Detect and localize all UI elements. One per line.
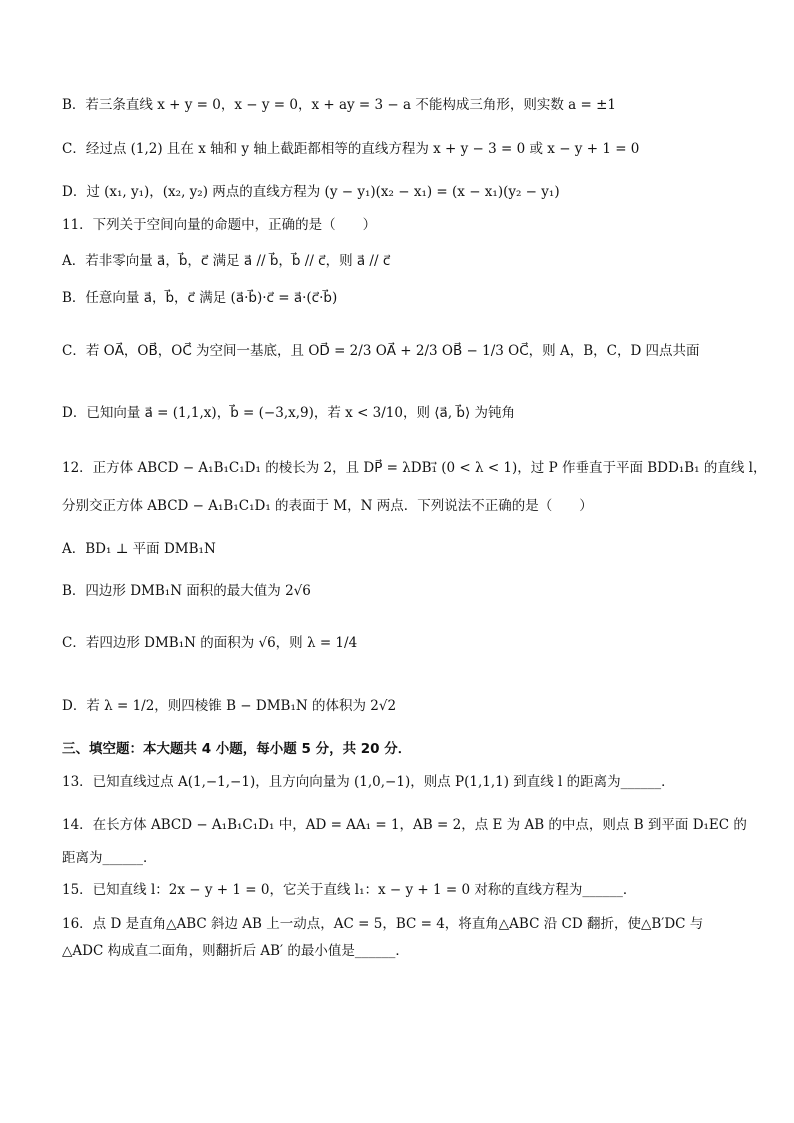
q11-stem: 11．下列关于空间向量的命题中，正确的是（ ） — [62, 217, 377, 233]
q12-option-a: A．BD₁ ⊥ 平面 DMB₁N — [62, 541, 216, 557]
q12-option-c: C．若四边形 DMB₁N 的面积为 √6，则 λ = 1/4 — [62, 635, 358, 651]
q11-option-c: C．若 OA⃗，OB⃗，OC⃗ 为空间一基底，且 OD⃗ = 2/3 OA⃗ + 2/3 OB⃗ − 1/3 OC⃗，则 A，B，C，D 四点共面 — [62, 343, 700, 359]
q10-option-d: D．过 (x₁, y₁)，(x₂, y₂) 两点的直线方程为 (y − y₁)(x₂ − x₁) = (x − x₁)(y₂ − y₁) — [62, 184, 560, 200]
q16-cont: △ADC 构成直二面角，则翻折后 AB′ 的最小值是______． — [62, 943, 409, 959]
q13: 13．已知直线过点 A(1,−1,−1)，且方向向量为 (1,0,−1)，则点 P(1,1,1) 到直线 l 的距离为______． — [62, 774, 675, 790]
q12-stem-cont: 分别交正方体 ABCD − A₁B₁C₁D₁ 的表面于 M，N 两点．下列说法不正确的是（ ） — [62, 498, 593, 514]
q10-option-b: B．若三条直线 x + y = 0，x − y = 0，x + ay = 3 − a 不能构成三角形，则实数 a = ±1 — [62, 97, 616, 113]
q11-option-d: D．已知向量 a⃗ = (1,1,x)，b⃗ = (−3,x,9)，若 x < 3/10，则 ⟨a⃗, b⃗⟩ 为钝角 — [62, 405, 516, 421]
q11-option-a: A．若非零向量 a⃗，b⃗，c⃗ 满足 a⃗ // b⃗，b⃗ // c⃗，则 a⃗ // c⃗ — [62, 253, 391, 269]
q10-option-c: C．经过点 (1,2) 且在 x 轴和 y 轴上截距都相等的直线方程为 x + y − 3 = 0 或 x − y + 1 = 0 — [62, 141, 640, 157]
q12-option-b: B．四边形 DMB₁N 面积的最大值为 2√6 — [62, 583, 311, 599]
q14: 14．在长方体 ABCD − A₁B₁C₁D₁ 中，AD = AA₁ = 1，AB = 2，点 E 为 AB 的中点，则点 B 到平面 D₁EC 的 — [62, 817, 747, 833]
q12-stem: 12．正方体 ABCD − A₁B₁C₁D₁ 的棱长为 2，且 DP⃗ = λDB₁⃗ (0 < λ < 1)，过 P 作垂直于平面 BDD₁B₁ 的直线 l， — [62, 460, 767, 476]
section-heading: 三、填空题：本大题共 4 小题，每小题 5 分，共 20 分． — [62, 741, 412, 757]
q16: 16．点 D 是直角△ABC 斜边 AB 上一动点，AC = 5，BC = 4，将直角△ABC 沿 CD 翻折，使△B′DC 与 — [62, 916, 704, 932]
q12-option-d: D．若 λ = 1/2，则四棱锥 B − DMB₁N 的体积为 2√2 — [62, 698, 397, 714]
q14-cont: 距离为______． — [62, 850, 157, 866]
q15: 15．已知直线 l：2x − y + 1 = 0，它关于直线 l₁：x − y + 1 = 0 对称的直线方程为______． — [62, 882, 637, 898]
q11-option-b: B．任意向量 a⃗，b⃗，c⃗ 满足 (a⃗·b⃗)·c⃗ = a⃗·(c⃗·b⃗) — [62, 290, 338, 306]
